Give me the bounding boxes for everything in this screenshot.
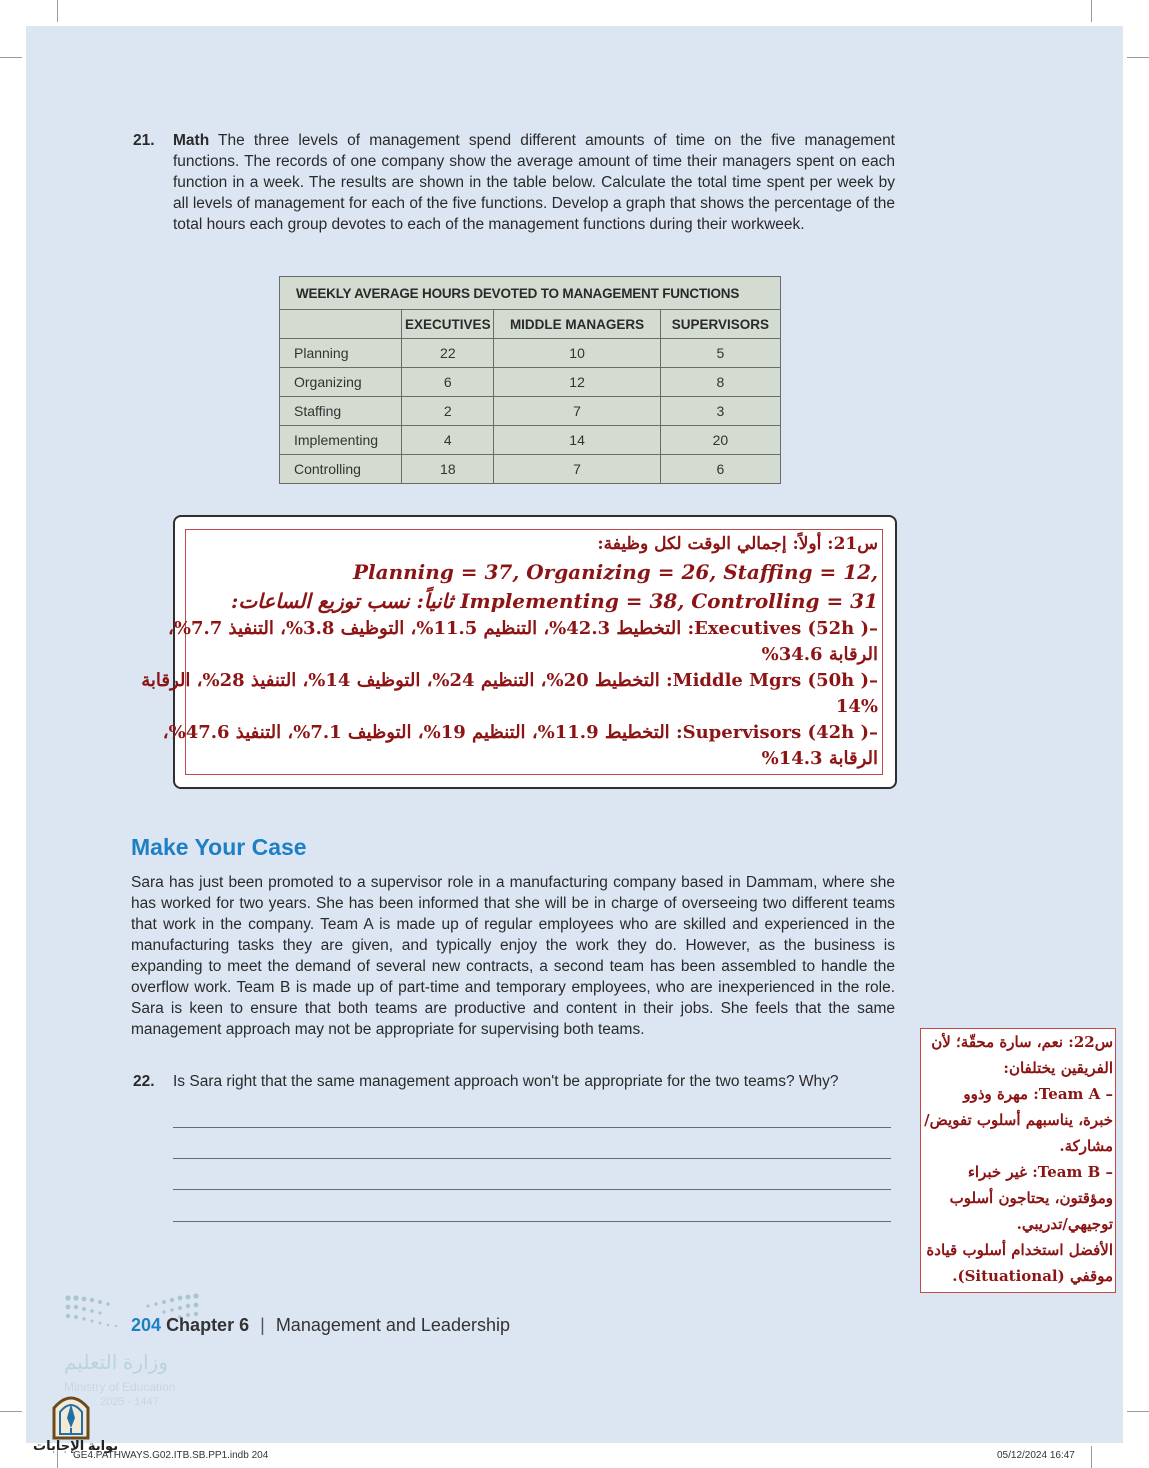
- answer-line: الأفضل استخدام أسلوب قيادة: [926, 1241, 1113, 1259]
- print-date-info: 05/12/2024 16:47: [997, 1450, 1075, 1461]
- page-number: 204: [131, 1315, 162, 1335]
- answer-line: س22: نعم، سارة محقّة؛ لأن: [931, 1033, 1113, 1051]
- table-cell: 10: [494, 339, 660, 368]
- table-cell: 20: [660, 426, 780, 455]
- answer-line: موقفي (Situational).: [952, 1267, 1113, 1285]
- crop-mark: [1091, 1446, 1092, 1468]
- table-cell-function: Implementing: [280, 426, 402, 455]
- table-header-middle-managers: MIDDLE MANAGERS: [494, 310, 660, 339]
- table-cell: 8: [660, 368, 780, 397]
- answer-line: خبرة، يناسبهم أسلوب تفويض/: [924, 1111, 1113, 1129]
- answer-line: Implementing = 38, Controlling = 31 ثانياً: نسب توزيع الساعات:: [230, 589, 878, 613]
- crop-mark: [0, 1411, 22, 1412]
- answer-line: الرقابة 14.3%: [761, 748, 878, 769]
- table-cell-function: Controlling: [280, 455, 402, 484]
- table-row: [280, 455, 781, 484]
- ministry-name-arabic: وزارة التعليم: [64, 1352, 168, 1374]
- table-cell: 6: [660, 455, 780, 484]
- answer-line: ومؤقتون، يحتاجون أسلوب: [949, 1189, 1113, 1207]
- answer-line-blank[interactable]: [173, 1158, 891, 1159]
- answer-line: – Team A: مهرة وذوو: [963, 1085, 1113, 1103]
- table-cell: 18: [402, 455, 494, 484]
- question-text: Is Sara right that the same management approach won't be appropriate for the two teams? Why?: [173, 1073, 839, 1090]
- table-header-empty: [280, 310, 402, 339]
- table-cell: 3: [660, 397, 780, 426]
- table-header-supervisors: SUPERVISORS: [660, 310, 780, 339]
- crop-mark: [57, 0, 58, 22]
- question-number: 21.: [133, 132, 155, 149]
- answer-line: –( 42h) Supervisors: التخطيط 11.9%، التنظيم 19%، التوظيف 7.1%، التنفيذ 47.6%،: [162, 722, 878, 743]
- weekly-hours-table: [279, 276, 781, 484]
- ministry-year: 2025 - 1447: [100, 1396, 159, 1408]
- table-cell: 5: [660, 339, 780, 368]
- answer-22-box: [920, 1028, 1116, 1293]
- table-cell: 7: [494, 455, 660, 484]
- question-21: [133, 130, 895, 235]
- question-text: [173, 130, 895, 235]
- answer-line: –( 52h) Executives: التخطيط 42.3%، التنظيم 11.5%، التوظيف 3.8%، التنفيذ 7.7%،: [168, 618, 878, 639]
- chapter-title: Management and Leadership: [275, 1315, 510, 1335]
- question-22: [133, 1071, 893, 1092]
- answer-line: مشاركة.: [1059, 1137, 1113, 1155]
- table-cell-function: Organizing: [280, 368, 402, 397]
- table-cell: 14: [494, 426, 660, 455]
- answer-line-blank[interactable]: [173, 1221, 891, 1222]
- case-paragraph: Sara has just been promoted to a supervisor role in a manufacturing company based in Dammam, where she has worked for two years. She has been informed that she will be in charge of overseeing two different teams that work in the company. Team A is made up of regular employees who are skilled and experienced in the manufacturing tasks they are given, and typically enjoy the work they do. However, as the business is expanding to meet the demand of several new contracts, a second team has been assembled to handle the overflow work. Team B is made up of part-time and temporary employees, who are inexperienced in the role. Sara is keen to ensure that both teams are productive and content in their jobs. She feels that the same management approach may not be appropriate for supervising both teams.: [131, 874, 895, 1038]
- answer-line-blank[interactable]: [173, 1127, 891, 1128]
- table-cell-function: Staffing: [280, 397, 402, 426]
- ministry-name-english: Ministry of Education: [64, 1380, 176, 1394]
- crop-mark: [1127, 1411, 1149, 1412]
- answer-line: –( 50h) Middle Mgrs: التخطيط 20%، التنظيم 24%، التوظيف 14%، التنفيذ 28%، الرقابة: [141, 670, 878, 691]
- answer-line: Planning = 37, Organizing = 26, Staffing = 12,: [353, 560, 878, 584]
- crop-mark: [0, 57, 22, 58]
- table-cell: 7: [494, 397, 660, 426]
- answer-line: الرقابة 34.6%: [761, 644, 878, 665]
- table-row: [280, 339, 781, 368]
- portal-label: بوابة الإجابات: [33, 1438, 119, 1453]
- table-cell: 12: [494, 368, 660, 397]
- answer-line: س21: أولاً: إجمالي الوقت لكل وظيفة:: [597, 534, 878, 554]
- answer-line: توجيهي/تدريبي.: [1016, 1215, 1113, 1233]
- table-cell: 22: [402, 339, 494, 368]
- crop-mark: [1127, 57, 1149, 58]
- table-header-executives: EXECUTIVES: [402, 310, 494, 339]
- table-row: [280, 368, 781, 397]
- crop-mark: [1091, 0, 1092, 22]
- table-cell: 4: [402, 426, 494, 455]
- page-footer: [131, 1315, 510, 1336]
- table-row: [280, 397, 781, 426]
- question-body: The three levels of management spend different amounts of time on the five management functions. The records of one company show the average amount of time their managers spent on each function in a week. The results are shown in the table below. Calculate the total time spent per week by all levels of management for each of the five functions. Develop a graph that shows the percentage of the total hours each group devotes to each of the management functions during their workweek.: [173, 132, 895, 233]
- section-heading: Make Your Case: [131, 834, 307, 860]
- table-row: [280, 426, 781, 455]
- table-cell: 6: [402, 368, 494, 397]
- answer-line: الفريقين يختلفان:: [1003, 1059, 1113, 1077]
- question-number: 22.: [133, 1073, 155, 1090]
- answer-line-blank[interactable]: [173, 1189, 891, 1190]
- table-title: WEEKLY AVERAGE HOURS DEVOTED TO MANAGEMENT FUNCTIONS: [280, 277, 781, 310]
- answer-21-content: [141, 529, 883, 775]
- table-cell: 2: [402, 397, 494, 426]
- answer-line: – Team B: غير خبراء: [967, 1163, 1113, 1181]
- chapter-label: Chapter 6: [166, 1315, 250, 1335]
- answer-line: 14%: [835, 696, 878, 717]
- print-file-info: GE4.PATHWAYS.G02.ITB.SB.PP1.indb 204: [73, 1450, 269, 1461]
- portal-logo-icon: [48, 1388, 94, 1440]
- footer-separator: |: [260, 1315, 265, 1335]
- answer-21-box: [141, 515, 897, 789]
- table-cell-function: Planning: [280, 339, 402, 368]
- question-lead: Math: [173, 132, 210, 149]
